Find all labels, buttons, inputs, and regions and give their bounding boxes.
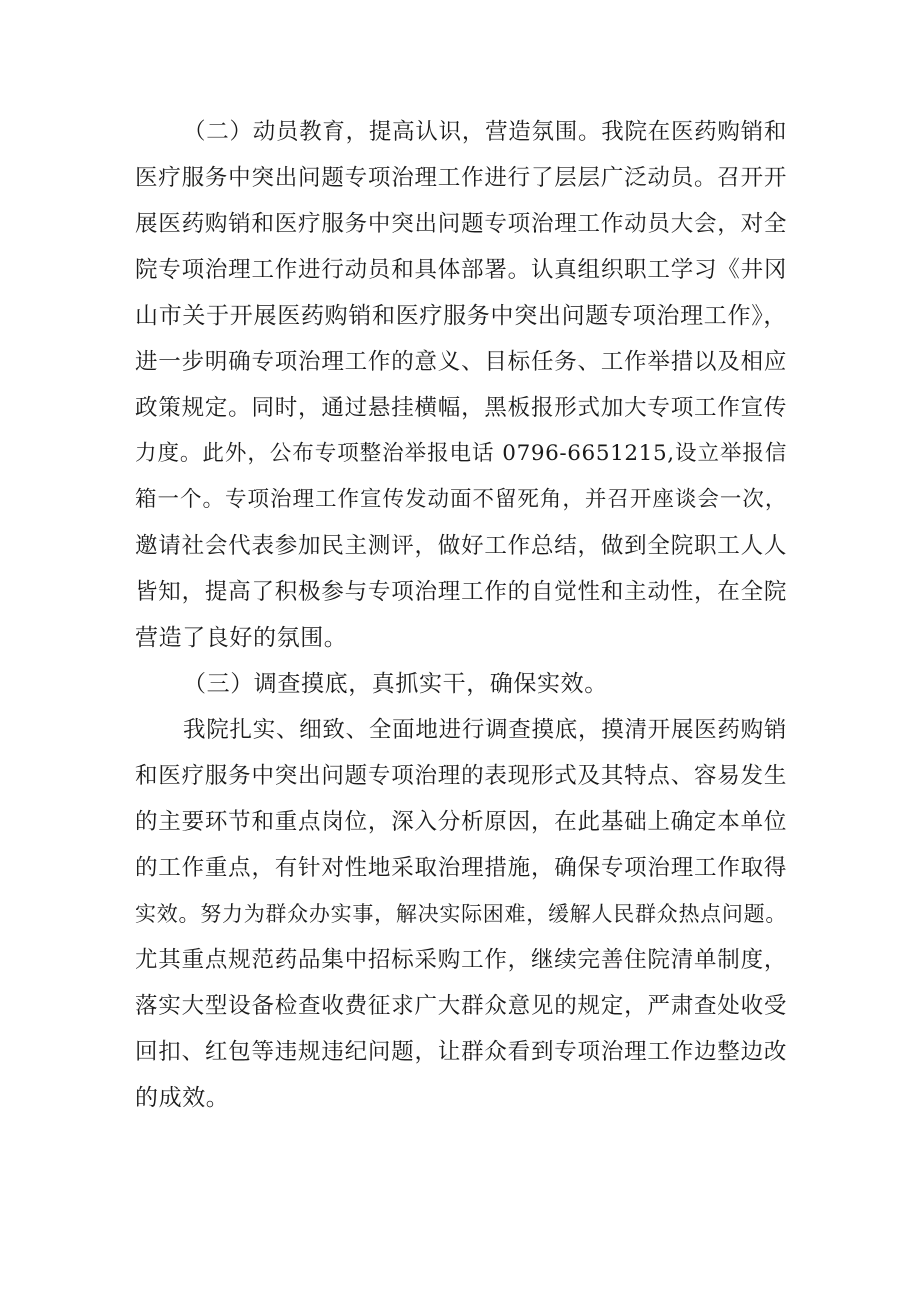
text-line-22: 的成效。 [135,1085,230,1111]
text-line-12: 营造了良好的氛围。 [135,625,348,651]
text-line-21: 回扣、红包等违规违纪问题，让群众看到专项治理工作边整边改 [135,1039,787,1065]
section-heading-3: （三）调查摸底，真抓实干，确保实效。 [183,671,608,697]
text-line-8: 力度。此外，公布专项整治举报电话 0796-6651215,设立举报信 [135,441,787,466]
text-line-3: 展医药购销和医疗服务中突出问题专项治理工作动员大会，对全 [135,211,787,237]
text-line-18: 实效。努力为群众办实事，解决实际困难，缓解人民群众热点问题。 [135,902,787,926]
text-line-10: 邀请社会代表参加民主测评，做好工作总结，做到全院职工人人 [135,533,787,559]
text-line-14: 我院扎实、细致、全面地进行调查摸底，摸清开展医药购销 [183,717,787,743]
text-line-4: 院专项治理工作进行动员和具体部署。认真组织职工学习《井冈 [135,257,787,283]
text-line-11: 皆知，提高了积极参与专项治理工作的自觉性和主动性，在全院 [135,579,787,605]
text-line-7: 政策规定。同时，通过悬挂横幅，黑板报形式加大专项工作宣传 [135,395,787,421]
text-line-5: 山市关于开展医药购销和医疗服务中突出问题专项治理工作》， [135,303,787,329]
text-line-1: （二）动员教育，提高认识，营造氛围。我院在医药购销和 [183,119,787,145]
text-line-9: 箱一个。专项治理工作宣传发动面不留死角，并召开座谈会一次， [135,487,787,512]
text-line-17: 的工作重点，有针对性地采取治理措施，确保专项治理工作取得 [135,855,787,881]
text-line-15: 和医疗服务中突出问题专项治理的表现形式及其特点、容易发生 [135,763,787,789]
text-line-19: 尤其重点规范药品集中招标采购工作，继续完善住院清单制度， [135,947,787,973]
text-line-20: 落实大型设备检查收费征求广大群众意见的规定，严肃查处收受 [135,993,787,1019]
text-line-6: 进一步明确专项治理工作的意义、目标任务、工作举措以及相应 [135,349,787,375]
text-line-2: 医疗服务中突出问题专项治理工作进行了层层广泛动员。召开开 [135,165,787,191]
text-line-16: 的主要环节和重点岗位，深入分析原因，在此基础上确定本单位 [135,809,787,835]
